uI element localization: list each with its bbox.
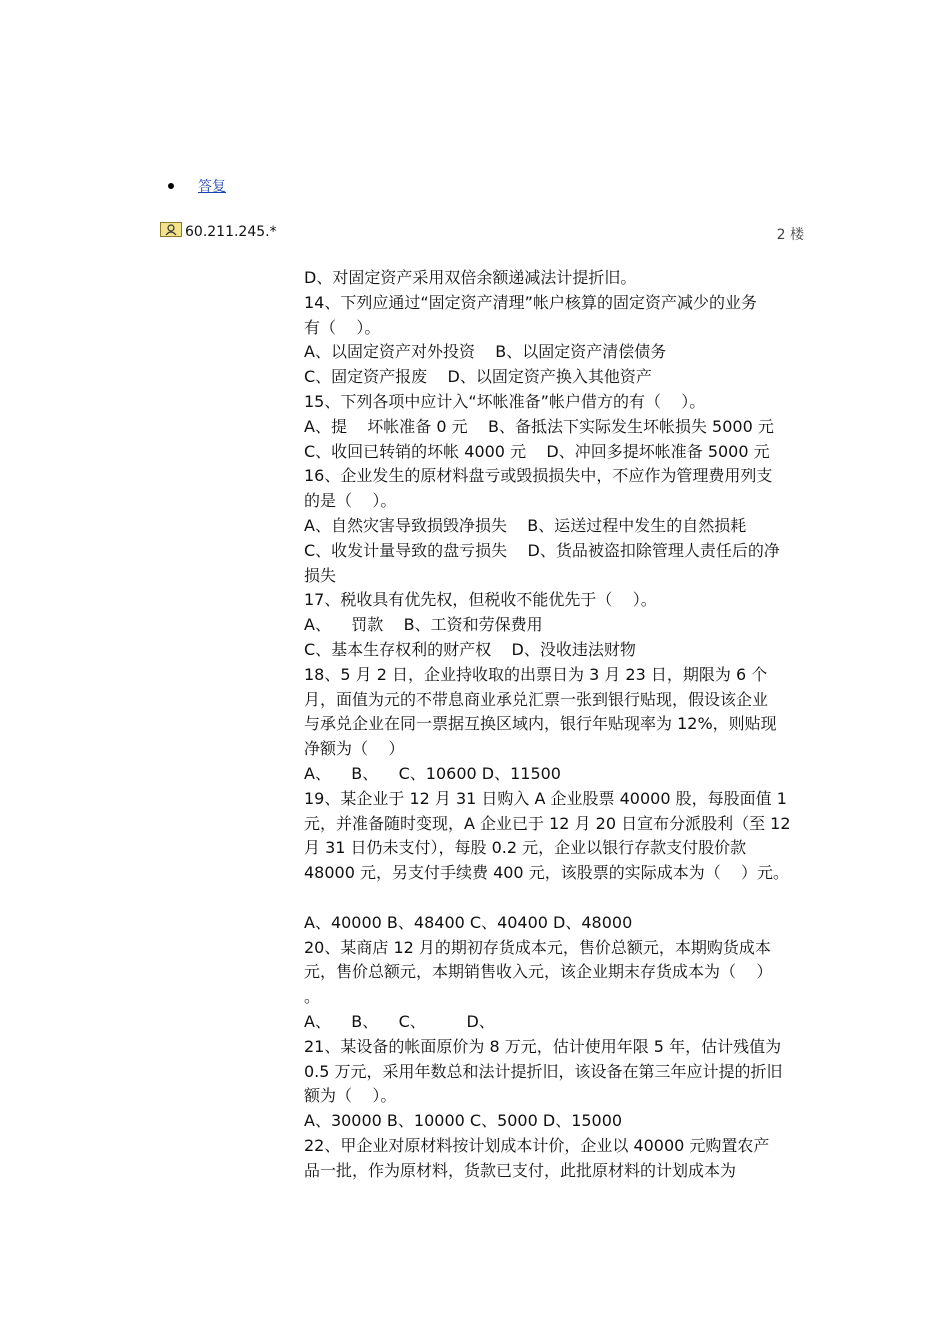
content-line: 20、某商店 12 月的期初存货成本元，售价总额元，本期购货成本: [304, 937, 771, 957]
content-line: 与承兑企业在同一票据互换区域内，银行年贴现率为 12%，则贴现: [304, 714, 777, 734]
bullet-icon: [168, 183, 174, 189]
content-line: A、以固定资产对外投资 B、以固定资产清偿债务: [304, 342, 667, 362]
content-line: 月 31 日仍未支付），每股 0.2 元，企业以银行存款支付股价款: [304, 838, 747, 858]
content-line: A、40000 B、48400 C、40400 D、48000: [304, 912, 633, 932]
content-line: A、提 坏帐准备 0 元 B、备抵法下实际发生坏帐损失 5000 元: [304, 416, 774, 436]
user-icon: [160, 222, 182, 237]
content-line: A、 B、 C、 D、: [304, 1011, 495, 1031]
content-line: 品一批，作为原材料，货款已支付，此批原材料的计划成本为: [304, 1160, 737, 1180]
content-line: 净额为（ ）: [304, 739, 405, 759]
content-line: 0.5 万元，采用年数总和法计提折旧，该设备在第三年应计提的折旧: [304, 1061, 783, 1081]
content-line: C、基本生存权利的财产权 D、没收违法财物: [304, 639, 636, 659]
poster-ip: 60.211.245.*: [185, 224, 277, 240]
content-line: 16、企业发生的原材料盘亏或毁损损失中，不应作为管理费用列支: [304, 466, 773, 486]
content-line: 21、某设备的帐面原价为 8 万元，估计使用年限 5 年，估计残值为: [304, 1036, 782, 1056]
content-line: 额为（ ）。: [304, 1086, 397, 1106]
content-line: 。: [304, 987, 321, 1007]
reply-row: [168, 176, 226, 196]
content-line: 有（ ）。: [304, 317, 381, 337]
content-line: A、 B、 C、10600 D、11500: [304, 763, 561, 783]
content-line: A、 罚款 B、工资和劳保费用: [304, 615, 543, 635]
content-line: 月，面值为元的不带息商业承兑汇票一张到银行贴现，假设该企业: [304, 689, 769, 709]
content-line: 18、5 月 2 日，企业持收取的出票日为 3 月 23 日，期限为 6 个: [304, 664, 768, 684]
content-line: 22、甲企业对原材料按计划成本计价，企业以 40000 元购置农产: [304, 1135, 770, 1155]
content-line: 17、税收具有优先权，但税收不能优先于（ ）。: [304, 590, 657, 610]
content-line: C、收回已转销的坏帐 4000 元 D、冲回多提坏帐准备 5000 元: [304, 441, 770, 461]
content-line: 元，售价总额元，本期销售收入元，该企业期末存货成本为（ ）: [304, 962, 773, 982]
content-line: C、固定资产报废 D、以固定资产换入其他资产: [304, 367, 652, 387]
content-line: [304, 886, 804, 911]
content-line: 损失: [304, 565, 337, 585]
post-header: [160, 222, 804, 244]
content-line: 48000 元，另支付手续费 400 元，该股票的实际成本为（ ）元。: [304, 863, 790, 883]
content-line: 元，并准备随时变现，A 企业已于 12 月 20 日宣布分派股利（至 12: [304, 813, 791, 833]
content-line: D、对固定资产采用双倍余额递减法计提折旧。: [304, 268, 637, 287]
floor-number: 2 楼: [776, 227, 804, 243]
content-line: 的是（ ）。: [304, 491, 397, 511]
content-line: A、30000 B、10000 C、5000 D、15000: [304, 1111, 623, 1131]
content-line: A、自然灾害导致损毁净损失 B、运送过程中发生的自然损耗: [304, 515, 747, 535]
content-line: 19、某企业于 12 月 31 日购入 A 企业股票 40000 股，每股面值 1: [304, 788, 787, 808]
content-line: C、收发计量导致的盘亏损失 D、货品被盗扣除管理人责任后的净: [304, 540, 780, 560]
reply-link[interactable]: 答复: [198, 179, 226, 195]
post-content: [304, 266, 804, 1183]
content-line: 15、下列各项中应计入“坏帐准备”帐户借方的有（ ）。: [304, 391, 706, 411]
content-line: 14、下列应通过“固定资产清理”帐户核算的固定资产减少的业务: [304, 292, 757, 312]
